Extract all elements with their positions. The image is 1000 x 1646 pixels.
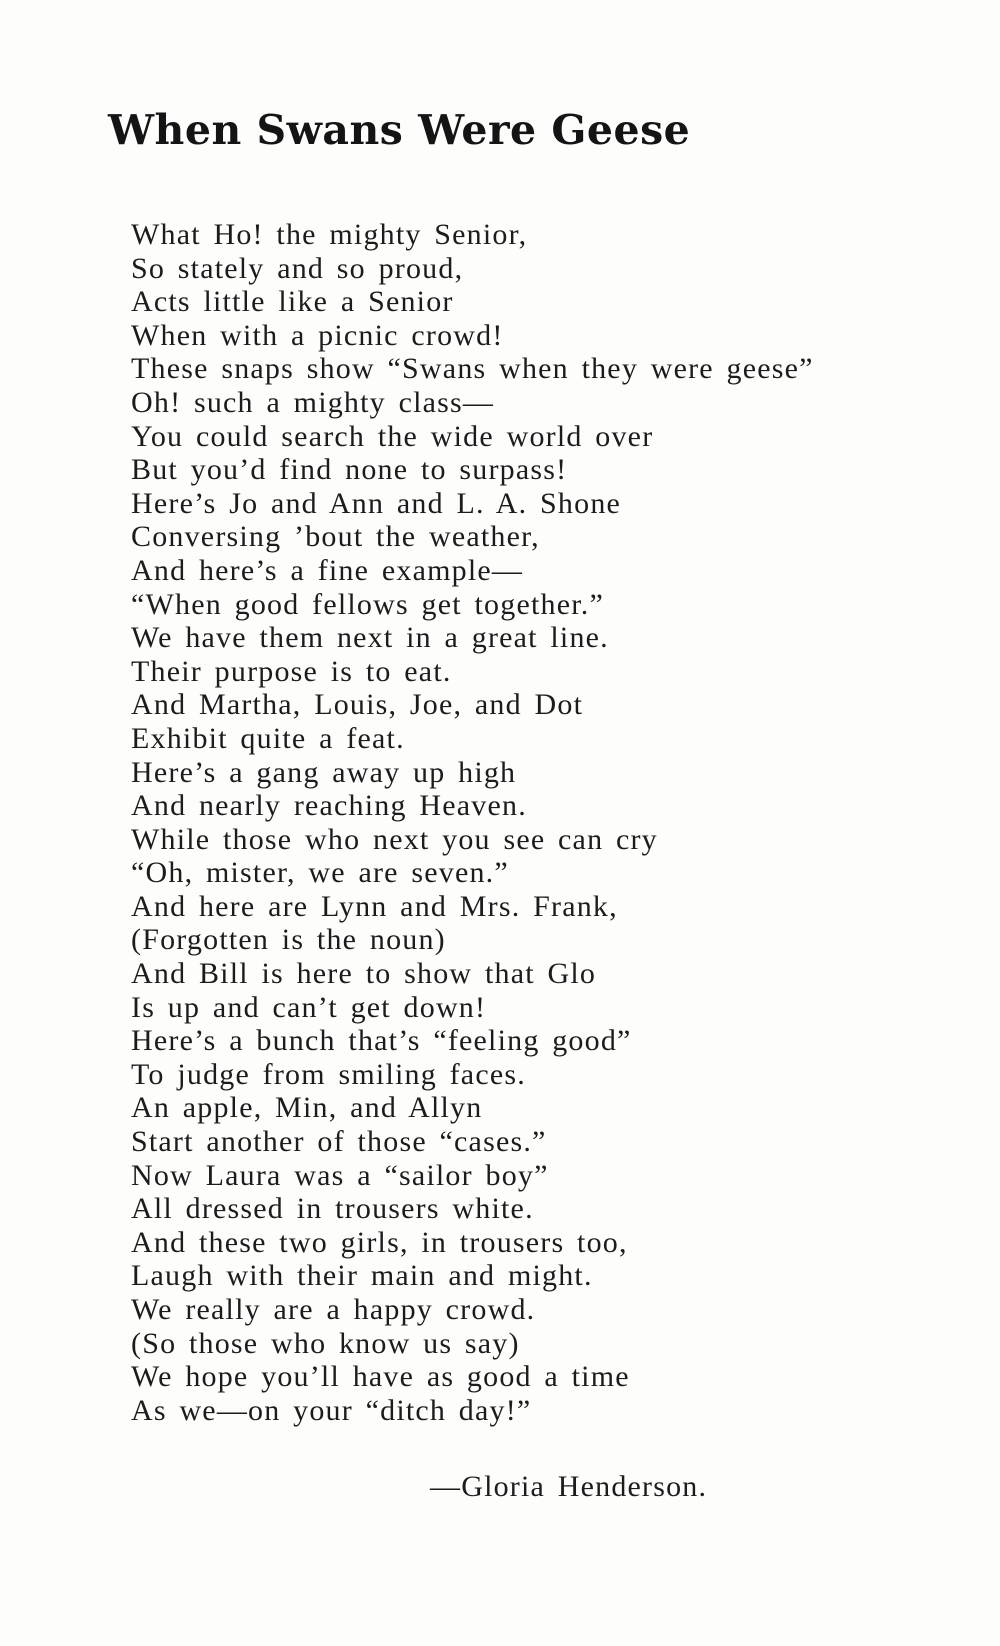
poem-line: Here’s a bunch that’s “feeling good” bbox=[131, 1024, 632, 1058]
poem-line: And here are Lynn and Mrs. Frank, bbox=[131, 889, 618, 923]
poem-line: As we—on your “ditch day!” bbox=[131, 1393, 532, 1427]
poem-line: Now Laura was a “sailor boy” bbox=[131, 1158, 549, 1192]
poem-line: Exhibit quite a feat. bbox=[131, 721, 405, 755]
poem-line: All dressed in trousers white. bbox=[131, 1192, 534, 1226]
poem-line: Here’s Jo and Ann and L. A. Shone bbox=[131, 486, 622, 520]
poem-line: When with a picnic crowd! bbox=[131, 318, 504, 352]
poem-line: Start another of those “cases.” bbox=[131, 1125, 547, 1159]
poem-line: (Forgotten is the noun) bbox=[131, 923, 446, 957]
poem-line: “When good fellows get together.” bbox=[131, 587, 604, 621]
poem-line: But you’d find none to surpass! bbox=[131, 453, 568, 487]
poem-line: So stately and so proud, bbox=[131, 251, 464, 285]
poem-line: “Oh, mister, we are seven.” bbox=[131, 856, 509, 890]
poem-line: Is up and can’t get down! bbox=[131, 990, 487, 1024]
poem-line: Their purpose is to eat. bbox=[131, 654, 452, 688]
poem-line: We really are a happy crowd. bbox=[131, 1293, 536, 1326]
poem-line: And here’s a fine example— bbox=[131, 553, 524, 587]
poem-line: While those who next you see can cry bbox=[131, 822, 658, 856]
poem-body bbox=[131, 218, 814, 1427]
poem-line: Laugh with their main and might. bbox=[131, 1259, 593, 1293]
poem-line: To judge from smiling faces. bbox=[131, 1057, 526, 1091]
poem-line: (So those who know us say) bbox=[131, 1326, 520, 1360]
poem-line: Conversing ’bout the weather, bbox=[131, 520, 540, 554]
poem-line: You could search the wide world over bbox=[131, 419, 654, 453]
poem-line: We have them next in a great line. bbox=[131, 621, 609, 655]
poem-line: These snaps show “Swans when they were geese” bbox=[131, 352, 814, 386]
poem-line: And Martha, Louis, Joe, and Dot bbox=[131, 688, 584, 722]
poem-line: An apple, Min, and Allyn bbox=[131, 1091, 483, 1125]
poem-line: We hope you’ll have as good a time bbox=[131, 1360, 630, 1394]
poem-title: When Swans Were Geese bbox=[108, 106, 691, 154]
poem-line: And nearly reaching Heaven. bbox=[131, 789, 527, 823]
poem-line: Oh! such a mighty class— bbox=[131, 385, 495, 419]
author-signature: —Gloria Henderson. bbox=[430, 1470, 708, 1503]
poem-line: And these two girls, in trousers too, bbox=[131, 1225, 628, 1259]
poem-line: And Bill is here to show that Glo bbox=[131, 957, 597, 991]
poem-line: Here’s a gang away up high bbox=[131, 755, 517, 789]
poem-line: What Ho! the mighty Senior, bbox=[131, 218, 528, 251]
poem-line: Acts little like a Senior bbox=[131, 285, 454, 319]
